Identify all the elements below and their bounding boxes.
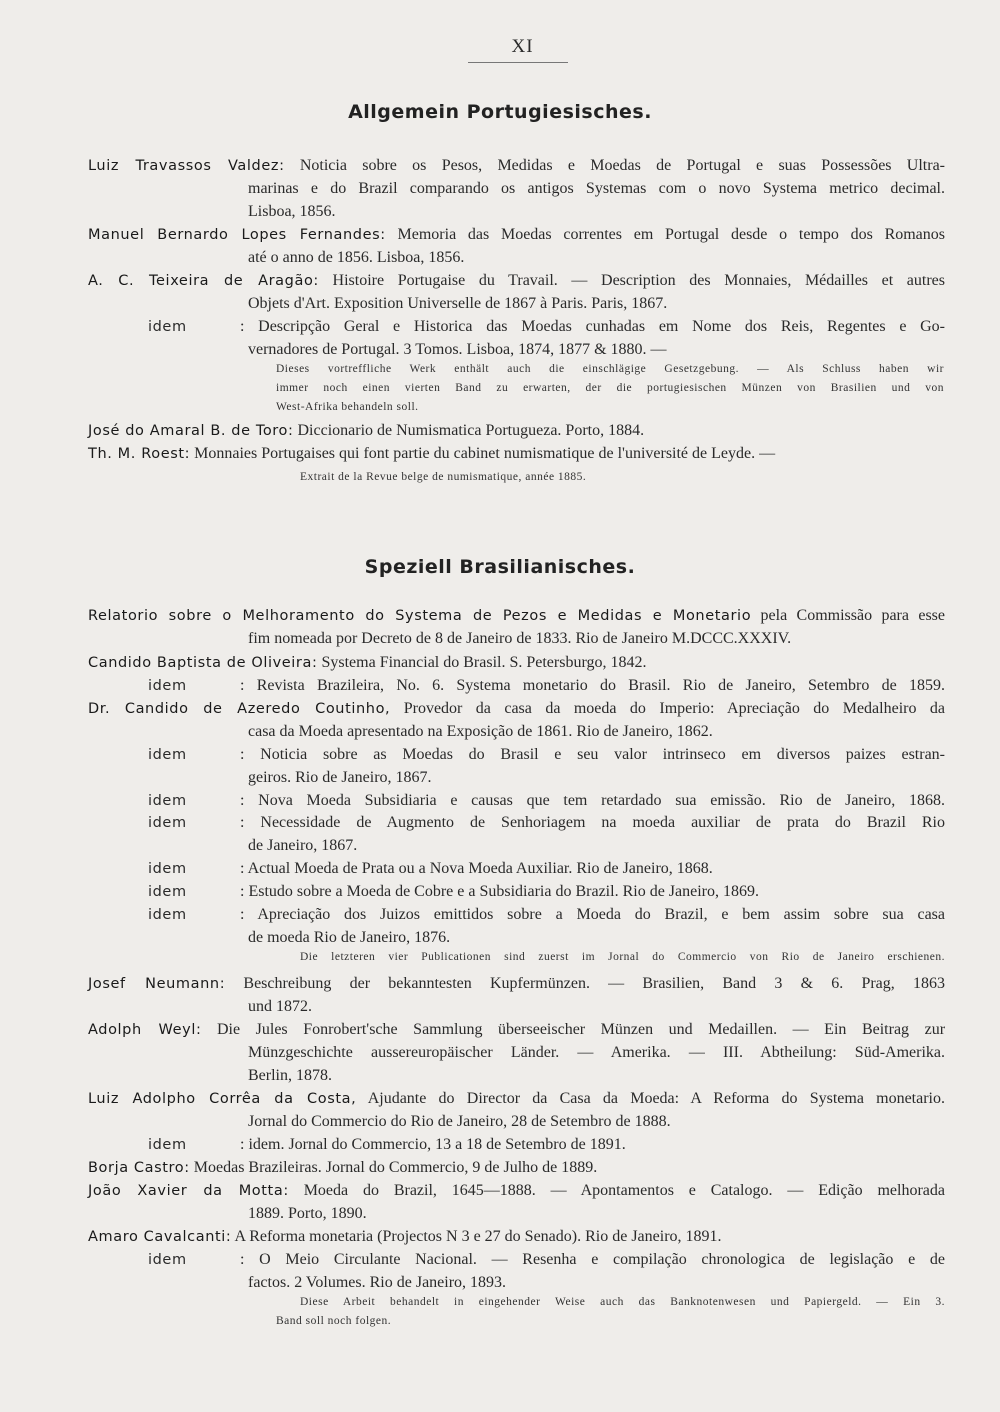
page-number: XI [511,36,534,57]
entry-text: : Noticia sobre as Moedas do Brasil e seu valor intrinseco em diversos paizes estran- [240,746,945,763]
entry-text: 1889. Porto, 1890. [248,1205,367,1222]
bibliography-entry-line [88,651,945,674]
entry-text: : Descripção Geral e Historica das Moedas cunhadas em Nome dos Reis, Regentes e Go- [240,318,945,335]
entry-text: pela Commissão para esse [760,607,946,624]
bibliography-entry-line [88,903,945,926]
entry-author: Candido Baptista de Oliveira: [88,655,318,671]
entry-text: Moedas Brazileiras. Jornal do Commercio, 9 de Julho de 1889. [193,1159,598,1176]
entry-text: Noticia sobre os Pesos, Medidas e Moedas de Portugal e suas Possessões Ultra- [299,157,946,174]
entry-note: Band soll noch folgen. [276,1315,392,1327]
bibliography-entry-line [88,604,945,627]
entry-text: : Estudo sobre a Moeda de Cobre e a Subsidiaria do Brazil. Rio de Janeiro, 1869. [240,883,759,900]
entry-author: Th. M. Roest: [88,446,191,462]
bibliography-entry-line [88,789,945,812]
bibliography-entry-line [88,1248,945,1271]
page-number-rule [468,62,568,63]
entry-author: Dr. Candido de Azeredo Coutinho, [88,701,391,717]
entry-text: : Revista Brazileira, No. 6. Systema monetario do Brasil. Rio de Janeiro, Setembro de 1859. [240,677,945,694]
idem-label: idem [148,319,187,335]
bibliography-entry-line [88,697,945,720]
entry-note: Die letzteren vier Publicationen sind zuerst im Jornal do Commercio von Rio de Janeiro erschienen. [300,951,945,963]
bibliography-entry-line [88,1087,945,1110]
bibliography-entry-line [88,1133,945,1156]
entry-text: Diccionario de Numismatica Portugueza. Porto, 1884. [297,422,645,439]
entry-note: West-Afrika behandeln soll. [276,401,419,413]
idem-label: idem [148,678,187,694]
idem-label: idem [148,747,187,763]
entry-author: Adolph Weyl: [88,1022,202,1038]
entry-author: Luiz Adolpho Corrêa da Costa, [88,1091,357,1107]
entry-text: Monnaies Portugaises qui font partie du cabinet numismatique de l'université de Leyde. — [194,445,776,462]
idem-label: idem [148,861,187,877]
bibliography-entry-line [88,743,945,766]
bibliography-entry-line [88,269,945,292]
bibliography-entry-line [88,1018,945,1041]
section-heading-brasilianisches: Speziell Brasilianisches. [364,556,636,578]
idem-label: idem [148,1137,187,1153]
bibliography-entry-line [88,857,945,880]
bibliography-entry-line [88,419,945,442]
entry-text: und 1872. [248,998,312,1015]
bibliography-entry-line [88,1225,945,1248]
entry-text: : Nova Moeda Subsidiaria e causas que tem retardado sua emissão. Rio de Janeiro, 1868. [240,792,945,809]
entry-author: Borja Castro: [88,1160,190,1176]
entry-text: Moeda do Brazil, 1645—1888. — Apontamentos e Catalogo. — Edição melhorada [303,1182,945,1199]
idem-label: idem [148,907,187,923]
entry-text: : idem. Jornal do Commercio, 13 a 18 de Setembro de 1891. [240,1136,626,1153]
entry-text: casa da Moeda apresentado na Exposição de 1861. Rio de Janeiro, 1862. [248,723,713,740]
entry-text: : O Meio Circulante Nacional. — Resenha e compilação chronologica de legislação e de [240,1251,945,1268]
entry-author: A. C. Teixeira de Aragão: [88,273,319,289]
entry-text: de Janeiro, 1867. [248,837,358,854]
entry-text: A Reforma monetaria (Projectos N 3 e 27 do Senado). Rio de Janeiro, 1891. [234,1228,722,1245]
entry-text: geiros. Rio de Janeiro, 1867. [248,769,432,786]
entry-text: até o anno de 1856. Lisboa, 1856. [248,249,465,266]
entry-author: Relatorio sobre o Melhoramento do Systema de Pezos e Medidas e Monetario [88,608,752,624]
entry-text: Die Jules Fonrobert'sche Sammlung überseeischer Münzen und Medaillen. — Ein Beitrag zur [217,1021,946,1038]
entry-note: Dieses vortreffliche Werk enthält auch die einschlägige Gesetzgebung. — Als Schluss haben wir [276,363,944,375]
entry-author: Luiz Travassos Valdez: [88,158,285,174]
entry-author: Manuel Bernardo Lopes Fernandes: [88,227,386,243]
bibliography-entry-line [88,1156,945,1179]
entry-author: José do Amaral B. de Toro: [88,423,294,439]
entry-text: marinas e do Brazil comparando os antigos Systemas com o novo Systema metrico decimal. [248,180,945,197]
bibliography-entry-line [88,811,945,834]
entry-note: Extrait de la Revue belge de numismatique, année 1885. [300,471,587,483]
entry-text: de moeda Rio de Janeiro, 1876. [248,929,451,946]
bibliography-entry-line [88,674,945,697]
idem-label: idem [148,884,187,900]
entry-text: Objets d'Art. Exposition Universelle de 1867 à Paris. Paris, 1867. [248,295,668,312]
entry-text: Provedor da casa da moeda do Imperio: Apreciação do Medalheiro da [403,700,946,717]
entry-text: : Necessidade de Augmento de Senhoriagem na moeda auxiliar de prata do Brazil Rio [240,814,945,831]
entry-text: fim nomeada por Decreto de 8 de Janeiro de 1833. Rio de Janeiro M.DCCC.XXXIV. [248,630,792,647]
entry-text: Memoria das Moedas correntes em Portugal desde o tempo dos Romanos [397,226,946,243]
bibliography-entry-line [88,972,945,995]
entry-text: vernadores de Portugal. 3 Tomos. Lisboa, 1874, 1877 & 1880. — [248,341,667,358]
entry-text: : Actual Moeda de Prata ou a Nova Moeda Auxiliar. Rio de Janeiro, 1868. [240,860,713,877]
entry-note: Diese Arbeit behandelt in eingehender Weise auch das Banknotenwesen und Papiergeld. — Ein 3. [300,1296,945,1308]
entry-text: Beschreibung der bekanntesten Kupfermünzen. — Brasilien, Band 3 & 6. Prag, 1863 [243,975,945,992]
entry-author: João Xavier da Motta: [88,1183,289,1199]
entry-text: Histoire Portugaise du Travail. — Description des Monnaies, Médailles et autres [332,272,946,289]
entry-author: Amaro Cavalcanti: [88,1229,232,1245]
entry-text: Jornal do Commercio do Rio de Janeiro, 28 de Setembro de 1888. [248,1113,671,1130]
section-heading-allgemein: Allgemein Portugiesisches. [348,101,652,123]
entry-text: : Apreciação dos Juizos emittidos sobre a Moeda do Brazil, e bem assim sobre sua casa [240,906,945,923]
entry-text: factos. 2 Volumes. Rio de Janeiro, 1893. [248,1274,507,1291]
idem-label: idem [148,793,187,809]
entry-text: Berlin, 1878. [248,1067,332,1084]
bibliography-entry-line [88,442,945,465]
bibliography-entry-line [88,154,945,177]
entry-note: immer noch einen vierten Band zu erwarten, der die portugiesischen Münzen von Brasilien und von [276,382,944,394]
entry-text: Lisboa, 1856. [248,203,336,220]
idem-label: idem [148,1252,187,1268]
entry-text: Ajudante do Director da Casa da Moeda: A Reforma do Systema monetario. [367,1090,946,1107]
entry-author: Josef Neumann: [88,976,226,992]
bibliography-entry-line [88,1179,945,1202]
entry-text: Systema Financial do Brasil. S. Petersburgo, 1842. [321,654,647,671]
bibliography-entry-line [88,880,945,903]
entry-text: Münzgeschichte aussereuropäischer Länder. — Amerika. — III. Abtheilung: Süd-Amerika. [248,1044,945,1061]
bibliography-entry-line [88,223,945,246]
idem-label: idem [148,815,187,831]
bibliography-entry-line [88,315,945,338]
